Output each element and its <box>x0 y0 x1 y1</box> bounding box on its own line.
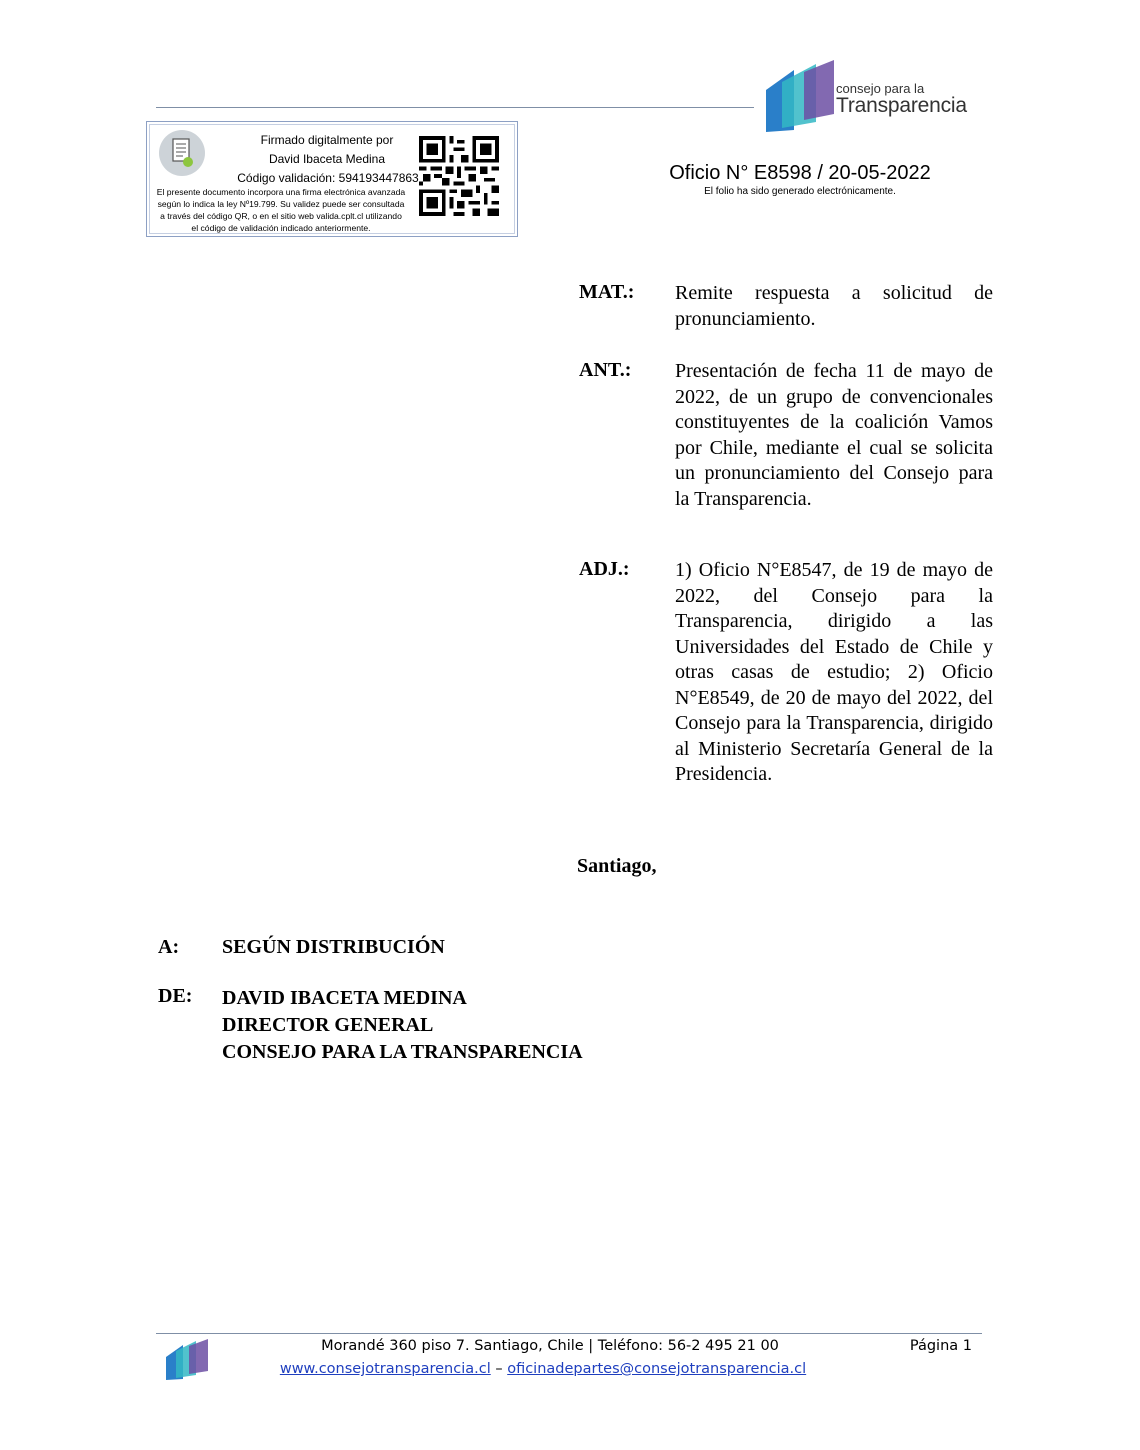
page-number: Página 1 <box>909 1338 972 1354</box>
oficio-number: Oficio N° E8598 / 20-05-2022 <box>669 162 931 184</box>
cplt-logo <box>764 60 974 134</box>
ant-text: Presentación de fecha 11 de mayo de 2022, de un grupo de convencionales constituyentes de la coalición Vamos por Chile, mediante el cual se solicita un pronunciamiento del Consejo para la Transparencia. <box>675 360 993 510</box>
signature-document-icon <box>159 130 205 176</box>
sender-block <box>222 985 583 1066</box>
header-rule <box>156 107 754 108</box>
adj-label: ADJ.: <box>579 558 630 580</box>
footer-logo-icon <box>165 1339 209 1381</box>
recipient-value: SEGÚN DISTRIBUCIÓN <box>222 936 445 958</box>
mat-label: MAT.: <box>579 281 635 303</box>
sender-name: DAVID IBACETA MEDINA <box>222 987 467 1009</box>
website-link[interactable]: www.consejotransparencia.cl <box>279 1361 491 1377</box>
footer-address: Morandé 360 piso 7. Santiago, Chile | Teléfono: 56-2 495 21 00 <box>321 1338 779 1354</box>
signature-note-line: según lo indica la ley Nº19.799. Su validez puede ser consultada <box>157 199 405 209</box>
sender-label: DE: <box>158 985 193 1007</box>
logo-text-big: Transparencia <box>836 94 967 117</box>
signature-note-line: El presente documento incorpora una firma electrónica avanzada <box>156 187 406 197</box>
footer-links <box>240 1361 846 1377</box>
signature-note-line: el código de validación indicado anteriormente. <box>191 223 371 233</box>
signature-validation-code: Código validación: 594193447863 <box>237 171 419 185</box>
footer-separator: – <box>495 1361 503 1377</box>
qr-code-icon[interactable] <box>419 136 499 216</box>
signature-legal-note <box>151 186 411 234</box>
email-link[interactable]: oficinadepartes@consejotransparencia.cl <box>507 1361 807 1377</box>
sender-title: DIRECTOR GENERAL <box>222 1014 434 1036</box>
signature-signer: David Ibaceta Medina <box>268 152 386 166</box>
signature-line-1: Firmado digitalmente por <box>260 133 394 147</box>
sender-organization: CONSEJO PARA LA TRANSPARENCIA <box>222 1041 583 1063</box>
recipient-label: A: <box>158 936 180 958</box>
signature-note-line: a través del código QR, o en el sitio web valida.cplt.cl utilizando <box>160 211 402 221</box>
ant-label: ANT.: <box>579 359 632 381</box>
folio-note: El folio ha sido generado electrónicamente. <box>704 186 896 197</box>
cplt-logo-icon <box>764 60 836 134</box>
logo-text-small: consejo para la <box>836 81 925 96</box>
mat-text: Remite respuesta a solicitud de pronunciamiento. <box>675 282 993 330</box>
footer-rule <box>156 1333 982 1334</box>
adj-text: 1) Oficio N°E8547, de 19 de mayo de 2022, del Consejo para la Transparencia, dirigido a las Universidades del Estado de Chile y otras casas de estudio; 2) Oficio N°E8549, de 20 de mayo del 2022, del Consejo para la Transparencia, dirigido al Ministerio Secretaría General de la Presidencia. <box>675 559 993 785</box>
digital-signature-box <box>146 121 518 237</box>
city-line: Santiago, <box>577 855 657 877</box>
